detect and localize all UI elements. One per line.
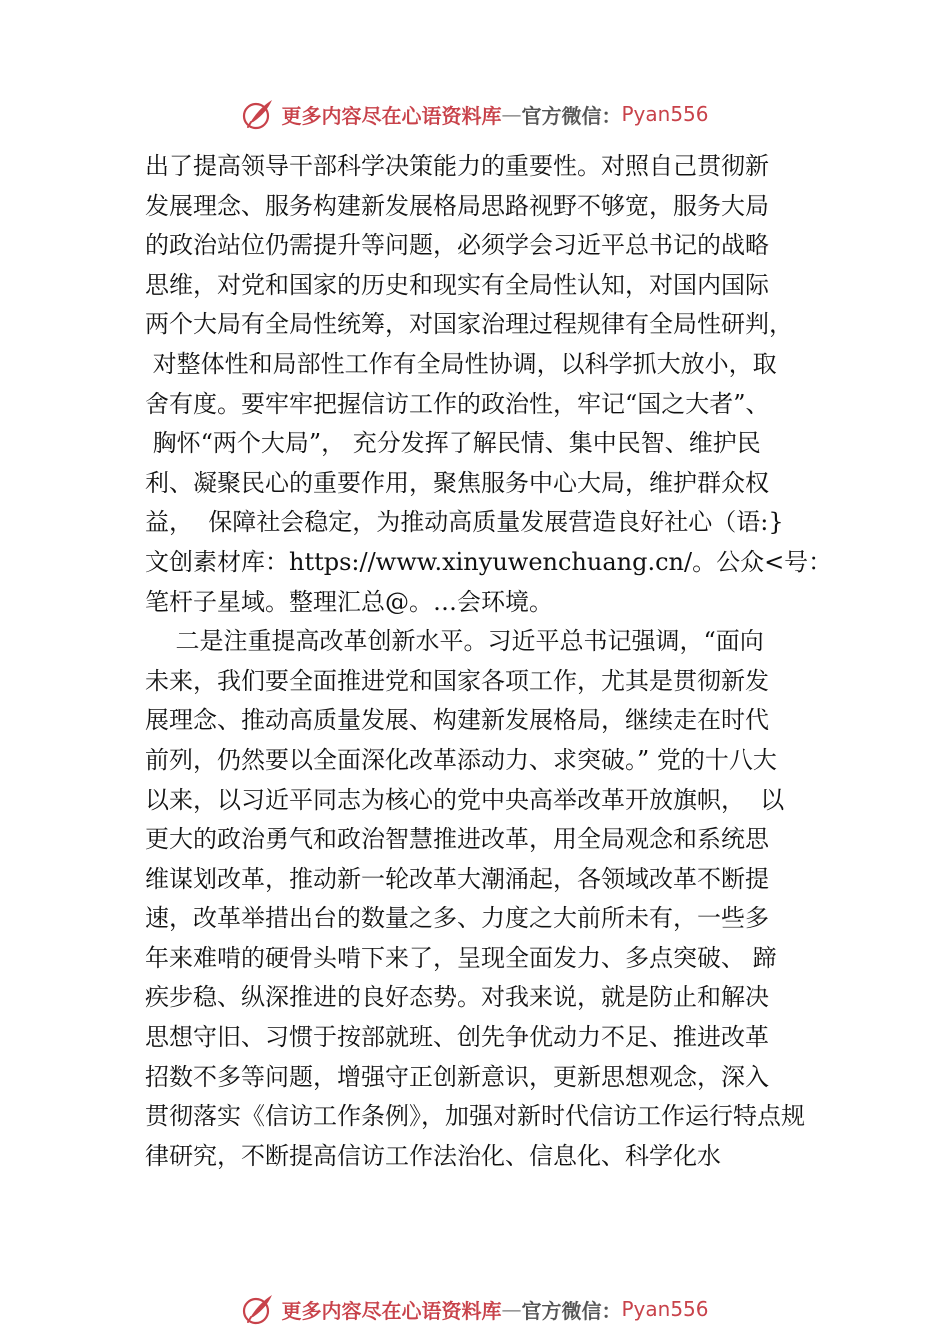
banner-separator: — bbox=[501, 102, 522, 126]
banner-wechat-label: 官方微信： bbox=[521, 103, 622, 128]
text-line: 更大的政治勇气和政治智慧推进改革，用全局观念和系统思 bbox=[145, 825, 769, 854]
text-line: 胸怀“两个大局”， 充分发挥了解民情、集中民智、维护民 bbox=[145, 429, 761, 458]
text-line: 两个大局有全局性统筹，对国家治理过程规律有全局性研判， bbox=[145, 310, 793, 339]
text-line: 思维，对党和国家的历史和现实有全局性认知，对国内国际 bbox=[145, 270, 769, 299]
header-banner bbox=[0, 94, 950, 134]
text-line: 发展理念、服务构建新发展格局思路视野不够宽，服务大局 bbox=[145, 191, 769, 220]
banner-wechat-id: Pyan556 bbox=[621, 102, 709, 126]
text-line: 疾步稳、纵深推进的良好态势。对我来说，就是防止和解决 bbox=[145, 983, 769, 1012]
text-line: 展理念、推动高质量发展、构建新发展格局，继续走在时代 bbox=[145, 706, 769, 735]
text-line: 律研究，不断提高信访工作法治化、信息化、科学化水 bbox=[145, 1141, 721, 1170]
text-line: 舍有度。要牢牢把握信访工作的政治性，牢记“国之大者”、 bbox=[145, 389, 770, 418]
text-line-url: 文创素材库：https://www.xinyuwenchuang.cn/。公众<号： bbox=[145, 547, 833, 576]
text-line: 年来难啃的硬骨头啃下来了，呈现全面发力、多点突破、 蹄 bbox=[145, 943, 777, 972]
text-line: 二是注重提高改革创新水平。习近平总书记强调，“面向 bbox=[145, 627, 764, 656]
quill-logo-icon bbox=[241, 97, 275, 131]
text-line: 前列，仍然要以全面深化改革添动力、求突破。” 党的十八大 bbox=[145, 745, 777, 774]
text-line: 的政治站位仍需提升等问题，必须学会习近平总书记的战略 bbox=[145, 231, 769, 260]
text-line: 思想守旧、习惯于按部就班、创先争优动力不足、推进改革 bbox=[145, 1023, 769, 1052]
text-line: 笔杆子星域。整理汇总@。…会环境。 bbox=[145, 587, 553, 616]
quill-logo-icon bbox=[241, 1292, 275, 1326]
banner-slogan: 更多内容尽在心语资料库 bbox=[281, 103, 502, 128]
text-line: 利、凝聚民心的重要作用，聚焦服务中心大局，维护群众权 bbox=[145, 468, 769, 497]
text-line: 速，改革举措出台的数量之多、力度之大前所未有，一些多 bbox=[145, 904, 769, 933]
footer-separator: — bbox=[501, 1297, 522, 1321]
text-line: 益， 保障社会稳定，为推动高质量发展营造良好社心（语:} bbox=[145, 508, 784, 537]
text-line: 出了提高领导干部科学决策能力的重要性。对照自己贯彻新 bbox=[145, 152, 769, 180]
text-line: 维谋划改革，推动新一轮改革大潮涌起，各领域改革不断提 bbox=[145, 864, 769, 893]
text-line: 以来，以习近平同志为核心的党中央高举改革开放旗帜， 以 bbox=[145, 785, 785, 814]
footer-wechat-id: Pyan556 bbox=[621, 1297, 709, 1321]
document-body bbox=[145, 147, 833, 1176]
footer-slogan: 更多内容尽在心语资料库 bbox=[281, 1298, 502, 1323]
footer-wechat-label: 官方微信： bbox=[521, 1298, 622, 1323]
text-line: 未来，我们要全面推进党和国家各项工作，尤其是贯彻新发 bbox=[145, 666, 769, 695]
footer-banner bbox=[0, 1289, 950, 1329]
text-line: 贯彻落实《信访工作条例》，加强对新时代信访工作运行特点规 bbox=[145, 1102, 805, 1131]
text-line: 招数不多等问题，增强守正创新意识，更新思想观念，深入 bbox=[145, 1062, 769, 1091]
text-line: 对整体性和局部性工作有全局性协调，以科学抓大放小，取 bbox=[145, 349, 777, 378]
